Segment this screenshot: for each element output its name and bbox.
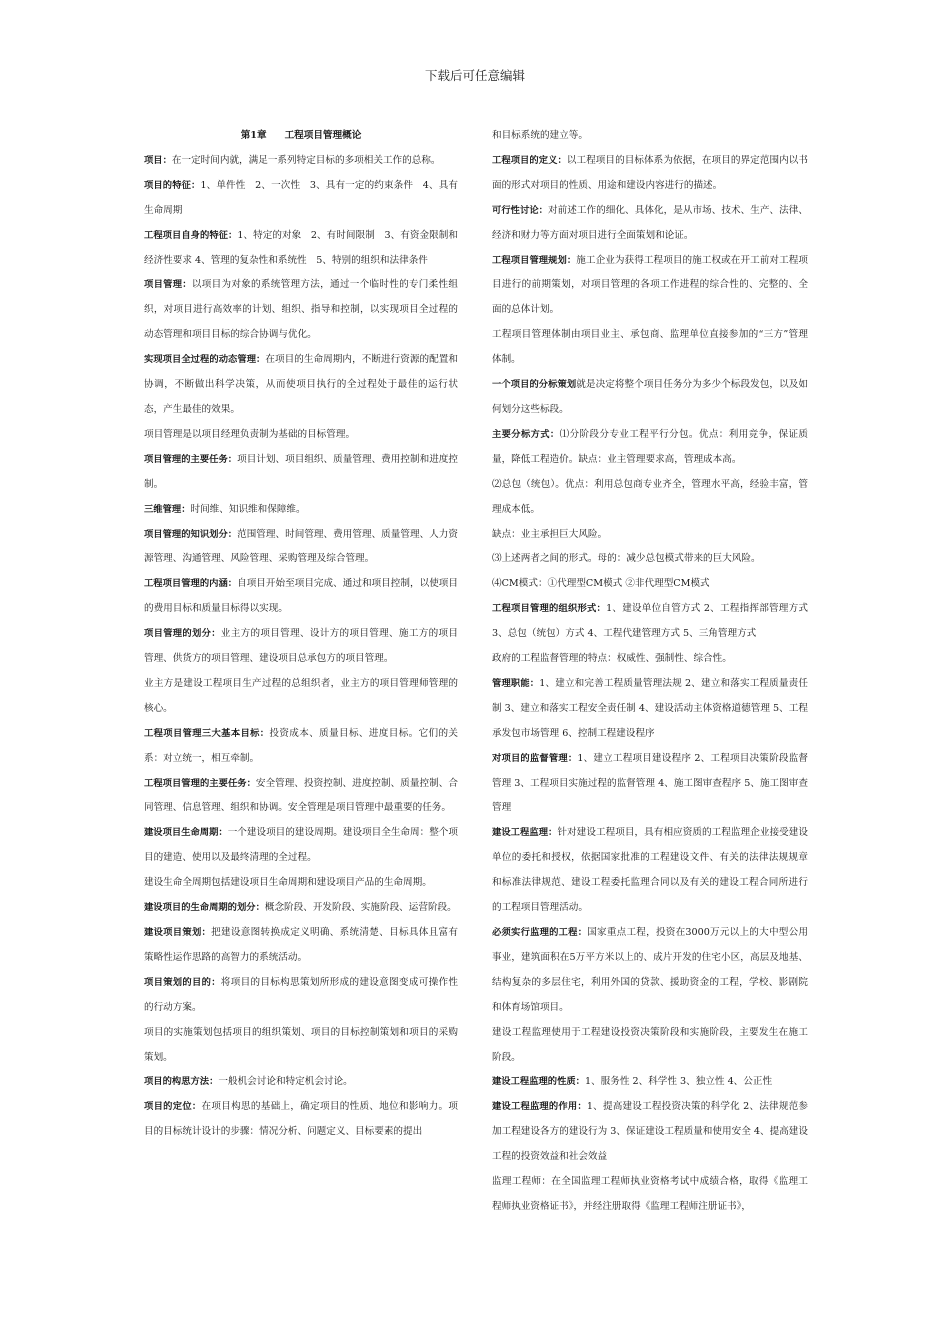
term-label: 建设工程监理的性质： bbox=[492, 1076, 585, 1088]
paragraph-text: ⑴分阶段分专业工程平行分包。优点：利用竞争，保证质量，降低工程造价。缺点：业主管理要求高，管理成本高。 bbox=[492, 428, 808, 465]
term-label: 项目的定位： bbox=[144, 1101, 202, 1113]
paragraph bbox=[144, 273, 458, 348]
term-label: 建设项目策划： bbox=[144, 927, 212, 938]
paragraph-text: 建设生命全周期包括建设项目生命周期和建设项目产品的生命周期。 bbox=[144, 877, 432, 889]
paragraph bbox=[492, 1070, 808, 1095]
paragraph bbox=[144, 348, 458, 423]
paragraph-text: 将项目的目标构思策划所形成的建设意图变成可操作性的行动方案。 bbox=[144, 976, 458, 1013]
paragraph-text: 安全管理、投资控制、进度控制、质量控制、合同管理、信息管理、组织和协调。安全管理是项目管理中最重要的任务。 bbox=[144, 777, 458, 814]
paragraph-text: 项目管理是以项目经理负责制为基础的目标管理。 bbox=[144, 428, 356, 440]
term-label: 工程项目自身的特征： bbox=[144, 229, 238, 241]
term-label: 项目管理： bbox=[144, 279, 192, 291]
chapter-number: 第1章 bbox=[240, 130, 267, 141]
paragraph-text: 业主方的项目管理、设计方的项目管理、施工方的项目管理、供货方的项目管理、建设项目总承包方的项目管理。 bbox=[144, 628, 458, 665]
paragraph-text: 1、特定的对象 2、有时间限制 3、有资金限制和经济性要求 4、管理的复杂性和系统性 5、特别的组织和法律条件 bbox=[144, 229, 458, 266]
paragraph-text: 1、服务性 2、科学性 3、独立性 4、公正性 bbox=[584, 1076, 773, 1088]
paragraph bbox=[492, 373, 808, 423]
paragraph-text: 在项目的生命周期内，不断进行资源的配置和协调，不断做出科学决策，从而使项目执行的全过程处于最佳的运行状态，产生最佳的效果。 bbox=[144, 354, 458, 415]
paragraph-text: 和目标系统的建立等。 bbox=[492, 130, 588, 141]
paragraph-text: 建设工程监理使用于工程建设投资决策阶段和实施阶段，主要发生在施工阶段。 bbox=[492, 1026, 808, 1063]
paragraph-text: ⑶上述两者之间的形式。母的：减少总包模式带来的巨大风险。 bbox=[492, 553, 761, 565]
paragraph bbox=[144, 1021, 458, 1071]
term-label: 主要分标方式： bbox=[492, 428, 560, 440]
term-label: 工程项目管理的组织形式： bbox=[492, 603, 607, 615]
paragraph-text: 1、建设单位自管方式 2、工程指挥部管理方式 3、总包（统包）方式 4、工程代建管理方式 5、三角管理方式 bbox=[492, 603, 808, 640]
term-label: 建设工程监理： bbox=[492, 827, 558, 839]
paragraph-text: 就是决定将整个项目任务分为多少个标段发包，以及如何划分这些标段。 bbox=[492, 379, 808, 415]
term-label: 项目策划的目的： bbox=[144, 976, 221, 988]
term-label: 项目的特征： bbox=[144, 179, 201, 191]
paragraph bbox=[144, 448, 458, 498]
paragraph-text: 1、建立工程项目建设程序 2、工程项目决策阶段监督管理 3、工程项目实施过程的监督管理 4、施工图审查程序 5、施工图审查管理 bbox=[492, 752, 808, 814]
paragraph-text: 针对建设工程项目，具有相应资质的工程监理企业接受建设单位的委托和授权，依据国家批准的工程建设文件、有关的法律法规规章和标准法律规范、建设工程委托监理合同以及有关的建设工程合同所进行的工程项目管理活动。 bbox=[492, 827, 808, 914]
term-label: 建设项目的生命周期的划分： bbox=[144, 902, 265, 914]
paragraph bbox=[492, 423, 808, 473]
paragraph bbox=[492, 597, 808, 647]
paragraph-text: 以项目为对象的系统管理方法，通过一个临时性的专门柔性组织，对项目进行高效率的计划、组织、指导和控制，以实现项目全过程的动态管理和项目目标的综合协调与优化。 bbox=[144, 279, 458, 341]
term-label: 可行性讨论： bbox=[492, 204, 549, 216]
paragraph-text: 范围管理、时间管理、费用管理、质量管理、人力资源管理、沟通管理、风险管理、采购管理及综合管理。 bbox=[144, 528, 458, 565]
paragraph bbox=[144, 572, 458, 622]
term-label: 工程项目管理三大基本目标： bbox=[144, 727, 270, 739]
paragraph bbox=[492, 1170, 808, 1220]
paragraph bbox=[144, 921, 458, 971]
paragraph bbox=[144, 224, 458, 274]
paragraph bbox=[144, 896, 458, 921]
paragraph bbox=[492, 323, 808, 373]
left-paragraphs bbox=[144, 149, 458, 1145]
page-header: 下载后可任意编辑 bbox=[424, 68, 525, 83]
term-label: 工程项目管理规划： bbox=[492, 254, 577, 266]
paragraph bbox=[492, 921, 808, 1021]
paragraph-text: 工程项目管理体制由项目业主、承包商、监理单位直接参加的“三方”管理体制。 bbox=[492, 329, 808, 366]
chapter-heading bbox=[144, 124, 458, 149]
term-label: 三维管理： bbox=[144, 503, 191, 515]
paragraph-text: 自项目开始至项目完成、通过和项目控制，以使项目的费用目标和质量目标得以实现。 bbox=[144, 578, 458, 615]
term-label: 对项目的监督管理： bbox=[492, 752, 578, 764]
paragraph bbox=[492, 199, 808, 249]
paragraph bbox=[144, 622, 458, 672]
paragraph bbox=[492, 523, 808, 548]
paragraph bbox=[492, 547, 808, 572]
term-label: 项目管理的主要任务： bbox=[144, 453, 238, 465]
paragraph-text: 在一定时间内就，满足一系列特定目标的多项相关工作的总称。 bbox=[171, 154, 441, 166]
paragraph-text: 国家重点工程，投资在3000万元以上的大中型公用事业，建筑面积在5万平方米以上的、成片开发的住宅小区，高层及地基、结构复杂的多层住宅，利用外国的贷款、援助资金的工程，学校、影剧院和体育场馆项目。 bbox=[492, 927, 808, 1013]
paragraph bbox=[492, 821, 808, 921]
paragraph-text: 项目的实施策划包括项目的组织策划、项目的目标控制策划和项目的采购策划。 bbox=[144, 1026, 458, 1063]
paragraph-text: 对前述工作的细化、具体化，是从市场、技术、生产、法律、经济和财力等方面对项目进行全面策划和论证。 bbox=[492, 204, 808, 241]
paragraph bbox=[492, 1095, 808, 1170]
paragraph bbox=[144, 149, 458, 174]
paragraph bbox=[492, 647, 808, 672]
term-label: 建设项目生命周期： bbox=[144, 827, 228, 839]
paragraph-text: ⑷CM模式：①代理型CM模式 ②非代理型CM模式 bbox=[492, 578, 710, 590]
right-column bbox=[492, 124, 808, 1220]
left-column bbox=[144, 124, 458, 1145]
term-label: 工程项目管理的主要任务： bbox=[144, 777, 256, 789]
term-label: 必须实行监理的工程： bbox=[492, 927, 588, 938]
paragraph bbox=[492, 572, 808, 597]
paragraph-text: 在项目构思的基础上，确定项目的性质、地位和影响力。项目的目标统计设计的步骤：情况分析、问题定义、目标要素的提出 bbox=[144, 1101, 458, 1138]
paragraph-text: 项目计划、项目组织、质量管理、费用控制和进度控制。 bbox=[144, 453, 458, 490]
paragraph bbox=[144, 672, 458, 722]
paragraph bbox=[492, 473, 808, 523]
term-label: 一个项目的分标策划 bbox=[492, 379, 577, 391]
paragraph-text: 业主方是建设工程项目生产过程的总组织者，业主方的项目管理师管理的核心。 bbox=[144, 677, 458, 714]
paragraph bbox=[144, 722, 458, 772]
term-label: 工程项目的定义： bbox=[492, 154, 567, 166]
paragraph bbox=[492, 672, 808, 747]
paragraph bbox=[144, 523, 458, 573]
paragraph bbox=[492, 747, 808, 822]
paragraph-text: 1、提高建设工程投资决策的科学化 2、法律规范参加工程建设各方的建设行为 3、保证建设工程质量和使用安全 4、提高建设工程的投资效益和社会效益 bbox=[492, 1101, 808, 1163]
paragraph bbox=[144, 1095, 458, 1145]
right-paragraphs bbox=[492, 124, 808, 1220]
term-label: 实现项目全过程的动态管理： bbox=[144, 354, 266, 366]
paragraph bbox=[144, 174, 458, 224]
paragraph bbox=[144, 971, 458, 1021]
paragraph-text: 1、建立和完善工程质量管理法规 2、建立和落实工程质量责任制 3、建立和落实工程安全责任制 4、建设活动主体资格道德管理 5、工程承发包市场管理 6、控制工程建设程序 bbox=[492, 677, 808, 739]
paragraph-text: 一个建设项目的建设周期。建设项目全生命周：整个项目的建造、使用以及最终清理的全过程。 bbox=[144, 827, 458, 864]
paragraph-text: 以工程项目的目标体系为依据，在项目的界定范围内以书面的形式对项目的性质、用途和建设内容进行的描述。 bbox=[492, 154, 808, 191]
paragraph bbox=[144, 821, 458, 871]
paragraph bbox=[144, 498, 458, 523]
term-label: 项目管理的知识划分： bbox=[144, 528, 238, 540]
paragraph bbox=[492, 1021, 808, 1071]
paragraph-text: 政府的工程监督管理的特点：权威性、强制性、综合性。 bbox=[492, 653, 732, 665]
term-label: 项目的构思方法： bbox=[144, 1076, 219, 1088]
term-label: 管理职能： bbox=[492, 677, 540, 689]
term-label: 建设工程监理的作用： bbox=[492, 1101, 587, 1113]
paragraph bbox=[492, 149, 808, 199]
paragraph-text: ⑵总包（统包）。优点：利用总包商专业齐全，管理水平高，经验丰富，管理成本低。 bbox=[492, 478, 808, 515]
paragraph-text: 1、单件性 2、一次性 3、具有一定的约束条件 4、具有生命周期 bbox=[144, 179, 458, 216]
paragraph bbox=[144, 423, 458, 448]
paragraph-text: 缺点：业主承担巨大风险。 bbox=[492, 528, 608, 540]
paragraph-text: 把建设意图转换成定义明确、系统清楚、目标具体且富有策略性运作思路的高智力的系统活动。 bbox=[144, 927, 458, 963]
paragraph bbox=[492, 124, 808, 149]
paragraph bbox=[492, 249, 808, 324]
term-label: 项目： bbox=[144, 154, 172, 166]
term-label: 工程项目管理的内涵： bbox=[144, 578, 238, 590]
paragraph-text: 施工企业为获得工程项目的施工权或在开工前对工程项目进行的前期策划，对项目管理的各项工作进程的综合性的、完整的、全面的总体计划。 bbox=[492, 254, 808, 316]
paragraph-text: 投资成本、质量目标、进度目标。它们的关系：对立统一，相互牵制。 bbox=[144, 727, 458, 764]
paragraph bbox=[144, 871, 458, 896]
paragraph-text: 监理工程师：在全国监理工程师执业资格考试中成绩合格，取得《监理工程师执业资格证书》，并经注册取得《监理工程师注册证书》， bbox=[492, 1176, 808, 1212]
term-label: 项目管理的划分： bbox=[144, 628, 221, 640]
paragraph bbox=[144, 772, 458, 822]
paragraph-text: 时间维、知识维和保障维。 bbox=[190, 503, 306, 515]
paragraph-text: 一般机会讨论和特定机会讨论。 bbox=[218, 1076, 353, 1088]
paragraph-text: 概念阶段、开发阶段、实施阶段、运营阶段。 bbox=[264, 902, 457, 914]
chapter-title: 工程项目管理概论 bbox=[284, 130, 362, 141]
paragraph bbox=[144, 1070, 458, 1095]
